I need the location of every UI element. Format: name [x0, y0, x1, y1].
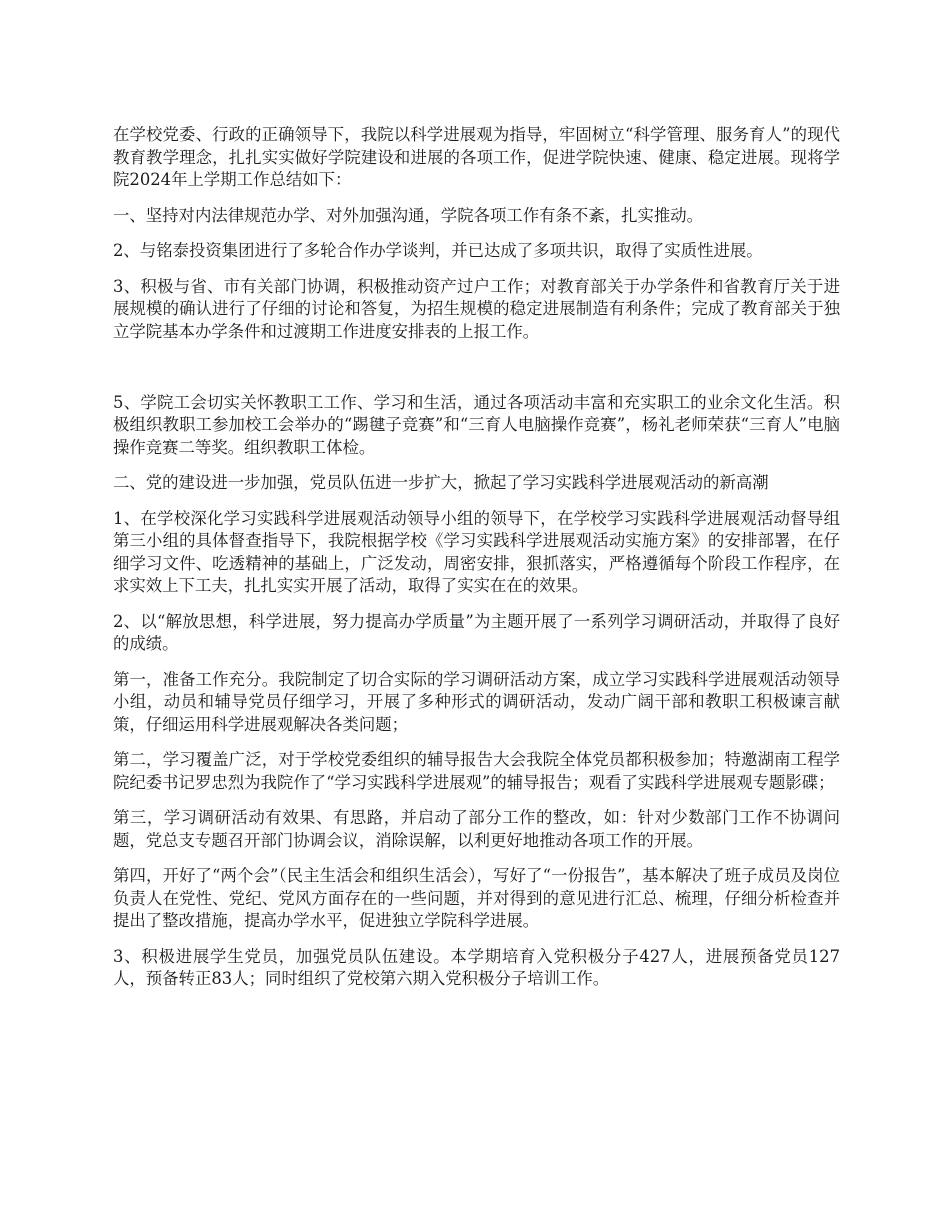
paragraph-item-5: 5、学院工会切实关怀教职工工作、学习和生活，通过各项活动丰富和充实职工的业余文化生活。积极组织教职工参加校工会举办的“踢毽子竞赛”和“三育人电脑操作竞赛”，杨礼老师荣获“三育人”电脑操作竞赛二等奖。组织教职工体检。: [113, 392, 840, 457]
paragraph-section-2-item-1: 1、在学校深化学习实践科学进展观活动领导小组的领导下，在学校学习实践科学进展观活动督导组第三小组的具体督查指导下，我院根据学校《学习实践科学进展观活动实施方案》的安排部署，在仔细学习文件、吃透精神的基础上，广泛发动，周密安排，狠抓落实，严格遵循每个阶段工作程序，在求实效上下工夫，扎扎实实开展了活动，取得了实实在在的效果。: [113, 508, 840, 595]
paragraph-section-2-item-3: 3、积极进展学生党员，加强党员队伍建设。本学期培育入党积极分子427人，进展预备党员127人，预备转正83人；同时组织了党校第六期入党积极分子培训工作。: [113, 946, 840, 988]
paragraph-section-2-heading: 二、党的建设进一步加强，党员队伍进一步扩大，掀起了学习实践科学进展观活动的新高潮: [113, 473, 769, 492]
paragraph-intro: 在学校党委、行政的正确领导下，我院以科学进展观为指导，牢固树立“科学管理、服务育人”的现代教育教学理念，扎扎实实做好学院建设和进展的各项工作，促进学院快速、健康、稳定进展。现将学院2024年上学期工作总结如下：: [113, 125, 840, 189]
paragraph-fourth-point: 第四，开好了“两个会”（民主生活会和组织生活会），写好了“一份报告”，基本解决了班子成员及岗位负责人在党性、党纪、党风方面存在的一些问题，并对得到的意见进行汇总、梳理，仔细分析检查并提出了整改措施，提高办学水平，促进独立学院科学进展。: [113, 866, 840, 930]
paragraph-section-2-item-2: 2、以“解放思想，科学进展，努力提高办学质量”为主题开展了一系列学习调研活动，并取得了良好的成绩。: [113, 611, 840, 653]
paragraph-third-point: 第三，学习调研活动有效果、有思路，并启动了部分工作的整改，如：针对少数部门工作不协调问题，党总支专题召开部门协调会议，消除误解，以利更好地推动各项工作的开展。: [113, 808, 840, 850]
paragraph-section-1-heading: 一、坚持对内法律规范办学、对外加强沟通，学院各项工作有条不紊，扎实推动。: [113, 205, 704, 225]
paragraph-item-2: 2、与铭泰投资集团进行了多轮合作办学谈判，并已达成了多项共识，取得了实质性进展。: [113, 241, 763, 260]
paragraph-first-point: 第一，准备工作充分。我院制定了切合实际的学习调研活动方案，成立学习实践科学进展观活动领导小组，动员和辅导党员仔细学习，开展了多种形式的调研活动，发动广阔干部和教职工积极谏言献策，仔细运用科学进展观解决各类问题；: [113, 669, 840, 734]
paragraph-second-point: 第二，学习覆盖广泛，对于学校党委组织的辅导报告大会我院全体党员都积极参加；特邀湖南工程学院纪委书记罗忠烈为我院作了“学习实践科学进展观”的辅导报告；观看了实践科学进展观专题影碟；: [113, 750, 840, 792]
document-body: [113, 124, 840, 1004]
paragraph-item-3: 3、积极与省、市有关部门协调，积极推动资产过户工作；对教育部关于办学条件和省教育厅关于进展规模的确认进行了仔细的讨论和答复，为招生规模的稳定进展制造有利条件；完成了教育部关于独立学院基本办学条件和过渡期工作进度安排表的上报工作。: [113, 276, 840, 341]
blank-gap: [113, 356, 840, 379]
